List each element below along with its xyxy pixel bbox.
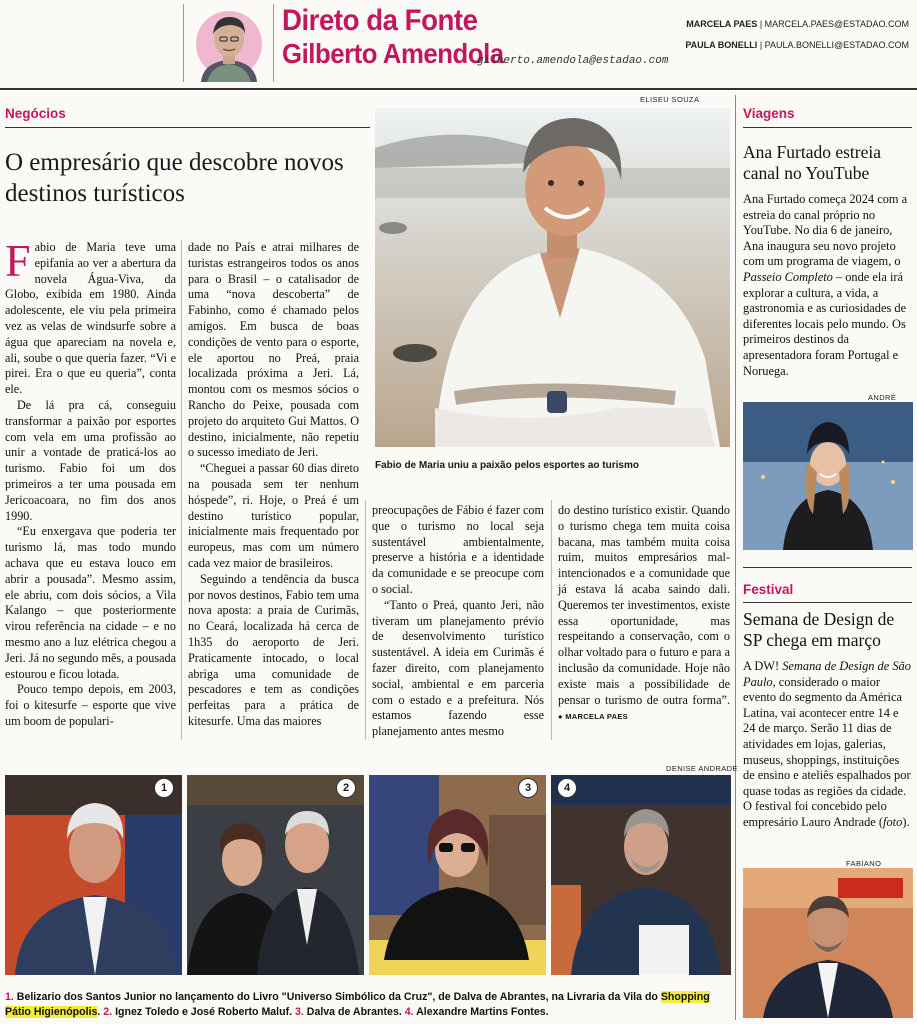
paragraph: “Cheguei a passar 60 dias direto na pousada sem ter nenhum hóspede”, ri. Hoje, o Preá é um destino turístico popular, inicialmente mais frequentado por europeus, mas com um número cada vez maior de brasileiros. bbox=[188, 461, 359, 570]
section-label: Negócios bbox=[5, 106, 66, 121]
gallery-photo-2 bbox=[187, 775, 364, 975]
article-column-1 bbox=[5, 235, 176, 730]
paragraph: dade no País e atrai milhares de turistas estrangeiros todos os anos para o Brasil – o catalisador de uma “nova descoberta” de Fabinho, como é chamado pelos amigos. Em busca de boas condições de vento para o esporte, ele aportou no Preá, praia localizada próxima a Jeri. Lá, montou com os mesmos sócios o Rancho do Peixe, pousada com projeto do arquiteto Gui Mattos. O destino, inicialmente, não repetiu o sucesso imediato de Jeri. bbox=[188, 240, 359, 460]
ana-furtado-photo bbox=[743, 402, 913, 550]
main-photo bbox=[375, 108, 730, 447]
header-divider bbox=[183, 4, 184, 82]
columnist-name: Gilberto Amendola bbox=[282, 38, 504, 69]
paragraph: Seguindo a tendência da busca por novos destinos, Fabio tem uma nova aposta: a praia de Curimãs, no Ceará, localizada há cerca de 1h35 do aeroporto de Jeri. Praticamente intocado, o local abriga uma comunidade de pescadores e tem as condições perfeitas para a prática de kitesurfe. Uma das maiores bbox=[188, 571, 359, 728]
article-headline: O empresário que descobre novos destinos turísticos bbox=[5, 149, 344, 207]
sidebar-divider bbox=[735, 95, 736, 1020]
article-column-3 bbox=[372, 503, 544, 740]
column-title: Direto da Fonte bbox=[282, 4, 478, 37]
columnist-email[interactable]: gilberto.amendola@estadao.com bbox=[477, 55, 669, 67]
gallery-photo-1 bbox=[5, 775, 182, 975]
photo-number-badge: 2 bbox=[336, 778, 356, 798]
gallery-caption: 1. Belizario dos Santos Junior no lançamento do Livro "Universo Simbólico da Cruz", de Dalva de Abrantes, na Livraria da Vila do Shopping Pátio Higienópolis. 2. Ignez Toledo e José Roberto Maluf. 3. Dalva de Abrantes. 4. Alexandre Martins Fontes. bbox=[5, 991, 710, 1018]
photo-number-badge: 4 bbox=[557, 778, 577, 798]
photo-credit: DENISE ANDRADE bbox=[666, 764, 738, 773]
section-rule bbox=[5, 127, 370, 128]
photo-number-badge: 1 bbox=[154, 778, 174, 798]
column-divider bbox=[181, 240, 182, 740]
side-headline: Semana de Design de SP chega em março bbox=[743, 609, 895, 650]
contact-line: MARCELA PAES | MARCELA.PAES@ESTADAO.COM bbox=[686, 19, 909, 29]
photo-credit: ELISEU SOUZA bbox=[640, 95, 700, 104]
contact-name: MARCELA PAES bbox=[686, 19, 758, 29]
side-headline: Ana Furtado estreia canal no YouTube bbox=[743, 142, 882, 183]
contact-line: PAULA BONELLI | PAULA.BONELLI@ESTADAO.COM bbox=[685, 40, 909, 50]
header-rule bbox=[0, 88, 917, 90]
lauro-andrade-photo bbox=[743, 868, 913, 1018]
contact-name: PAULA BONELLI bbox=[685, 40, 758, 50]
gallery-photo-3 bbox=[369, 775, 546, 975]
gallery-photo-4 bbox=[551, 775, 731, 975]
article-column-2 bbox=[188, 240, 359, 730]
photo-number-badge: 3 bbox=[518, 778, 538, 798]
paragraph: Pouco tempo depois, em 2003, foi o kitesurfe – esporte que vive um boom de populari- bbox=[5, 682, 176, 728]
side-text: A DW! Semana de Design de São Paulo, considerado o maior evento do segmento da América Latina, vai acontecer entre 14 e 24 de março. Serão 11 dias de atividades em lojas, galerias, museus, shoppings, instituições de ensino e ateliês espalhados por quase todas as regiões da cidade. O festival foi concebido pelo empresário Lauro Andrade (foto). bbox=[743, 659, 911, 829]
paragraph: preocupações de Fábio é fazer com que o turismo no local seja sustentável ambientalmente, preserve a história e a identidade da comunidade e se preocupe com o social. bbox=[372, 503, 544, 596]
photo-caption: Fabio de Maria uniu a paixão pelos esportes ao turismo bbox=[375, 460, 639, 471]
side-text: Ana Furtado começa 2024 com a estreia do canal próprio no YouTube. No dia 6 de janeiro, Ana inaugura seu novo projeto com um programa de viagem, o Passeio Completo – onde ela irá explorar a cultura, a vida, a gastronomia e as curiosidades de diferentes locais pelo mundo. Os primeiros destinos da apresentadora foram Portugal e Noruega. bbox=[743, 192, 908, 378]
byline: ● MARCELA PAES bbox=[558, 712, 628, 722]
drop-cap: F bbox=[5, 235, 31, 286]
article-column-4 bbox=[558, 503, 730, 725]
section-label: Festival bbox=[743, 582, 794, 597]
contact-email[interactable]: PAULA.BONELLI@ESTADAO.COM bbox=[764, 40, 909, 50]
section-label: Viagens bbox=[743, 106, 795, 121]
paragraph: De lá pra cá, conseguiu transformar a paixão por esportes com vela em uma profissão ao unir a vontade de praticá-los ao turismo. Fabio foi um dos primeiros a ter uma pousada em Jericoacoara, no fim dos anos 1990. bbox=[5, 397, 176, 523]
photo-credit: ANDRÉ bbox=[868, 393, 897, 402]
section-rule bbox=[743, 567, 912, 568]
paragraph: “Tanto o Preá, quanto Jeri, não tiveram um planejamento prévio de desenvolvimento turístico sustentável. A ideia em Curimãs é fazer direito, com planejamento social, ambiental e em parceria com o estado e a prefeitura. Nós estamos fazendo esse planejamento antes mesmo bbox=[372, 597, 544, 739]
column-divider bbox=[551, 500, 552, 740]
columnist-avatar bbox=[193, 6, 265, 82]
section-rule bbox=[743, 602, 912, 603]
paragraph: abio de Maria teve uma epifania ao ver a abertura da novela Água-Viva, da Globo, exibida em 1980. Ainda adolescente, ele viu pela primeira vez as velas de windsurfe sobre a água que apareciam na novela e, ali, soube o que queria fazer. “Vi e pirei. Era o que eu queria”, conta ele. bbox=[5, 240, 176, 397]
column-divider bbox=[365, 500, 366, 740]
section-rule bbox=[743, 127, 912, 128]
header-divider bbox=[273, 4, 274, 82]
paragraph: do destino turístico existir. Quando o turismo chega tem muita coisa bacana, mas também muita coisa ruim, muitos empresários mal-intencionados e a comunidade que já estava lá acaba saindo dali. Queremos ter investimentos, existe essa oportunidade, mas respeitando a conservação, com o olhar voltado para o futuro e para a inclusão da comunidade. Hoje não existe mais a possibilidade de pensar o turismo de outra forma”. bbox=[558, 503, 730, 707]
photo-credit: FABIANO bbox=[846, 859, 882, 868]
contact-email[interactable]: MARCELA.PAES@ESTADAO.COM bbox=[764, 19, 909, 29]
paragraph: “Eu enxergava que poderia ter turismo lá, mas todo mundo achava que eu estava louco em abrir a pousada”. Mesmo assim, ele abriu, com dois sócios, a Vila Kalango – que posteriormente virou referência na cidade – e no mesmo ano a luz elétrica chegou a Jeri. Já no segundo mês, a pousada estourou e ficou lotada. bbox=[5, 524, 176, 681]
